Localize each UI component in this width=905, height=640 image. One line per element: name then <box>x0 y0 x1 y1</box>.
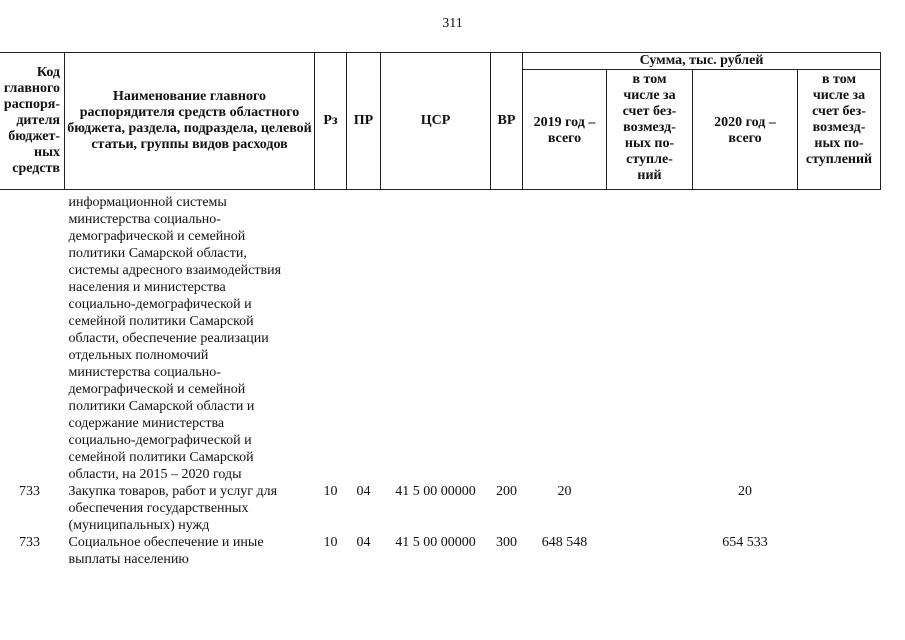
continuation-name: информационной системы министерства социально- демографической и семейной политики Самарской области, системы адресного взаимодействия населения и министерства социально-демографической и семейной политики Самарской области, обеспечение реализации отдельных полномочий министерства социально- демографической и семейной политики Самарской области и содержание министерства социально-демографической и семейной политики Самарской области, на 2015 – 2020 годы <box>68 195 282 482</box>
row-2020-total: 20 <box>738 484 752 499</box>
header-csr: ЦСР <box>381 53 491 190</box>
row-code: 733 <box>19 535 40 550</box>
header-name: Наименование главного распорядителя средств областного бюджета, раздела, подраздела, целевой статьи, группы видов расходов <box>65 53 315 190</box>
row-csr: 41 5 00 00000 <box>395 535 476 550</box>
header-2019-total: 2019 год – всего <box>523 70 607 190</box>
header-2019-free: в том числе за счет без- возмезд- ных по- ступле- ний <box>607 70 693 190</box>
row-2019-free <box>607 483 693 534</box>
table-header <box>0 53 881 190</box>
header-vr: ВР <box>491 53 523 190</box>
row-name: Закупка товаров, работ и услуг для обеспечения государственных (муниципальных) нужд <box>68 484 278 533</box>
header-code: Код главного распоря- дителя бюджет- ных средств <box>0 53 65 190</box>
row-2020-free <box>798 483 881 534</box>
row-pr: 04 <box>356 484 371 499</box>
row-2019-total: 648 548 <box>541 535 588 550</box>
row-2020-free <box>798 534 881 568</box>
header-sum: Сумма, тыс. рублей <box>523 53 881 70</box>
row-csr: 41 5 00 00000 <box>395 484 476 499</box>
table-row <box>0 483 881 534</box>
header-2020-total: 2020 год – всего <box>693 70 798 190</box>
row-vr: 200 <box>496 484 517 499</box>
row-vr: 300 <box>496 535 517 550</box>
row-2019-total: 20 <box>557 484 572 499</box>
header-2020-free: в том числе за счет без- возмезд- ных по- ступлений <box>798 70 881 190</box>
row-2020-total: 654 533 <box>722 535 768 550</box>
row-2019-free <box>607 534 693 568</box>
budget-table <box>0 52 881 568</box>
table-row <box>0 534 881 568</box>
page-number: 311 <box>442 16 463 31</box>
row-rz: 10 <box>323 484 338 499</box>
row-code: 733 <box>19 484 40 499</box>
table-row-continuation <box>0 190 881 484</box>
header-pr: ПР <box>347 53 381 190</box>
row-pr: 04 <box>356 535 371 550</box>
header-rz: Рз <box>315 53 347 190</box>
row-name: Социальное обеспечение и иные выплаты населению <box>68 535 264 567</box>
row-rz: 10 <box>323 535 338 550</box>
